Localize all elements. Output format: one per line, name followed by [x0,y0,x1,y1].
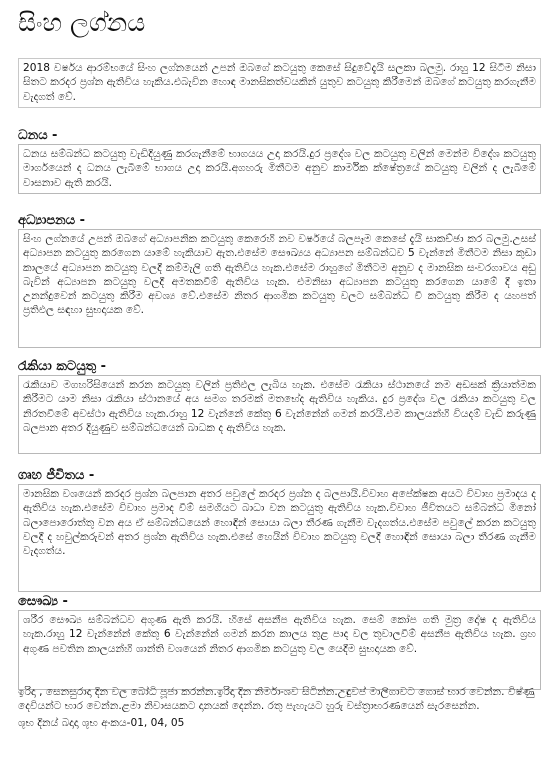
section-text: සිංහ ලග්නයේ උපන් ඔබගේ අධ්‍යාපනික කටයුතු කෙරෙහි නව වර්ෂයේ බලපෑම කෙසේ දැයි සාකච්ඡා කර බලමු.උසස් අධ්‍යාපන කටයුතු කරගෙන යාමේ හැකියාව ඇත.එසේම සෞඛ්‍යය අධ්‍යාපන සම්බන්ධව 5 වැන්නේ මිතීටම නිසා කුඩා කාලයේ අධ්‍යාපන කටයුතු වලදී කම්මැලි ගති ඇතිවිය හැක.එසේම රාහුගේ මිතීටම අනුව ද මානසික සංවරගාවය අඩු බැවින් අධ්‍යාපන කටයුතු වලදී අමතකවීම් ඇතිවිය හැක. එමනිසා අධ්‍යාපන කටයුතු කරගෙන යාමේ දී ඉතා උනන්දුවෙන් කටයුතු කිරීම අවශ්‍ය වේ.එසේම නිතර ආගමික කටයුතු වලට සම්බන්ධ වී කටයුතු කිරීම ද යහපත් ප්‍රතිඵල සඳහා සුභදායක වේ. [18,229,541,348]
section-text: මානසික වශයෙන් කරදර ප්‍රශ්න බලපාන අතර පවුලේ කරදර ප්‍රශ්න ද බලපායි.විවාහ අපේක්ෂක අයට විවාහ ප්‍රමාදය ද ඇතිවිය හැක.එසේම විවාහ ප්‍රමාද වීම් සමගියට බාධා වන කටයුතු ඇතිවිය හැක.විවාහ ජීවිතයට සම්බන්ධ මිනෝ බලාපොරොත්තු වන අය ඒ සම්බන්ධයෙන් හොඳින් සොයා බලා තීරණ ගැනීම වැදගත්ය.එසේම පවුලේ කරන කටයුතු වලදී ද හවුල්කරුවන් අතර ප්‍රශ්න ඇතිවිය හැක.එසේ හෙයින් විවාහ කටයුතු වලදී හොඳින් සොයා බලා තීරණ ගැනීම වැදගත්ය. [18,484,541,592]
section-home-life [18,467,541,592]
section-heading: ධනය - [18,128,58,143]
section-heading: රැකියා කටයුතු - [18,359,107,374]
section-text: ශරීර සෞඛ්‍ය සම්බන්ධව අගුණ ඇති කරයි. හිසේ අසනීප ඇතිවිය හැක. සෙම් කෝප ගති මුත්‍ර දෝෂ ද ඇතිවිය හැක.රාහු 12 වැන්නේන් කේතු 6 වැන්නේන් ගමන් කරන කාලය තුළ පාද වල තුවාලවීම් අසනීප ඇතිවිය හැක. ග්‍රහ අගුණ පවතින කාලයන්හි ශාන්ති වශයෙන් නිතර ආගමික කටයුතු වල යෙදීම සුභදායක වේ. [18,610,541,690]
section-employment [18,358,541,454]
section-health [18,593,541,690]
section-heading: සෞඛ්‍ය - [18,594,68,609]
section-wealth [18,127,541,194]
lucky-day-numbers: ශුභ දිනය් බදාදා ශුභ අංකය-01, 04, 05 [18,716,185,729]
section-text: රැකියාව මගහරිසියෙන් කරන කටයුතු වලින් ප්‍රතිඵල ලැබිය හැක. එසේම රැකියා ස්ථානයේ නම අඩසක් ක්‍රියාත්මක කිරීමට යාම නිසා රැකියා ස්ථානයේ අය සමග තරමක් මතභේද ඇතිවිය හැකිය. දුර ප්‍රදේශ වල රැකියා කටයුතු වල නිරතවීමේ අවස්ථා ඇතිවිය හැක.රාහු 12 වැන්නේ කේතු 6 වැන්නේන් ගමන් කරයි.එම කාලයන්හි වියදම් වැඩි කරුණු බලපාන අතර දියුණුව සම්බන්ධයෙන් බාධක ද ඇතිවිය හැක. [18,375,541,454]
closing-remedies [18,685,541,730]
section-text: ධනය සම්බන්ධ කටයුතු වැඩිදියුණු කරගැනීමේ භාගයය උදා කරයි.දුර ප්‍රදේශ වල කටයුතු වලින් මෙන්ම විදේශ කටයුතු මාර්ගයෙන් ද ධනය ලැබීමේ භාගය උදා කරයි.අගහරු මිතීටම අනුව කාර්මික ක්ෂේත්‍රයේ කටයුතු වලින් ද ලැබීමේ වාසනාව ඇති කරයි. [18,144,541,194]
page-title: සිංහ ලග්නය [18,8,146,37]
remedies-text: ඉරිදා , සෙනසුරාදා දින වල බෝධි පූජා කරන්න.ඉරිදා දින නිර්මාංශව සිටින්න.උඳුවප් මාලිගාවට ගොස් භාර වෙන්න. විෂ්ණු දෙවියන්ට භාර වෙන්න.ළමා නිවාසයකට දානයක් දෙන්න. රතු පැහැයට හුරු වස්ත්‍රාභරණයෙන් සැරසෙන්න. [18,686,535,713]
section-heading: ගෘහ ජීවිතය - [18,468,95,483]
intro-section [18,58,541,108]
intro-text: 2018 වර්ෂය ආරම්භයේ සිංහ ලග්නයෙන් උපන් ඔබගේ කටයුතු කෙසේ සිදුවේදැයි සලකා බලමු. රාහු 12 සිටීම නිසා සිතට කරදර ප්‍රශ්න ඇතිවිය හැකිය.එබැවින හොඳ මානසිකත්වයකින් යුතුව කටයුතු කිරීමෙන් ඔබගේ කටයුතු කරගැනීම වැදගත් වේ. [18,58,541,108]
section-heading: අධ්‍යාපනය - [18,213,86,228]
section-education [18,212,541,348]
